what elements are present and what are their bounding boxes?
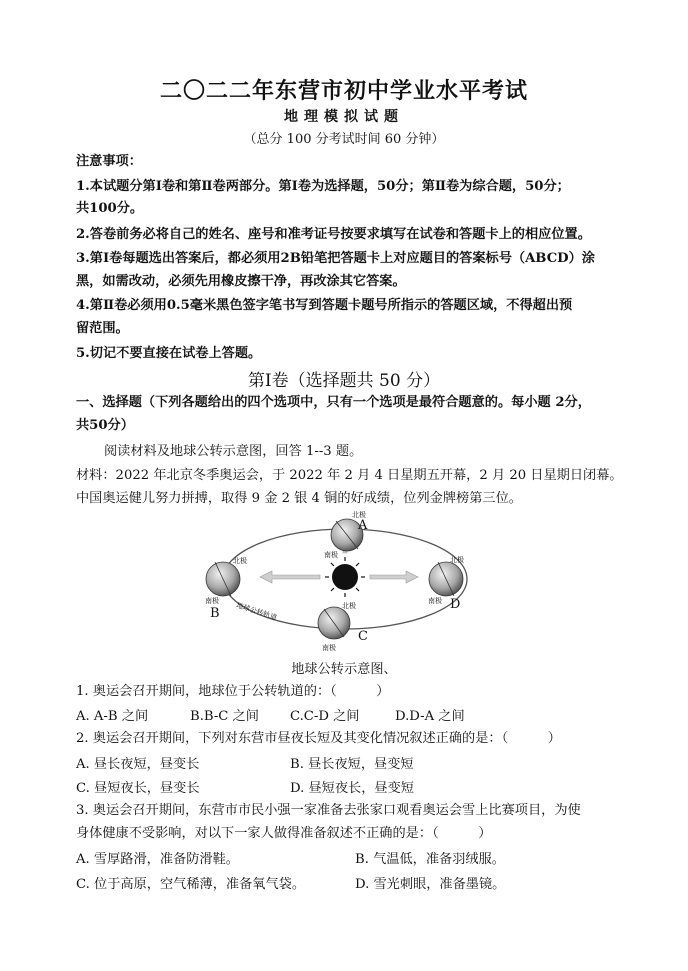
note-line: 黑，如需改动，必须先用橡皮擦干净，再改涂其它答案。 (76, 274, 406, 289)
note-line: 3.第Ⅰ卷每题选出答案后，都必须用2B铅笔把答题卡上对应题目的答案标号（ABCD）涂 (76, 251, 595, 266)
option-b: B. 昼长夜短，昼变短 (290, 757, 414, 772)
option-a: A. 雪厚路滑，准备防滑鞋。 (76, 852, 239, 867)
label-south: 南极 (324, 551, 338, 559)
material-text: 材料：2022 年北京冬季奥运会，于 2022 年 2 月 4 日星期五开幕，2 月 20 日星期日闭幕。 (76, 468, 623, 483)
note-line: 共100分。 (76, 201, 144, 216)
sun-icon (325, 557, 365, 597)
option-d: D. 雪光刺眼，准备墨镜。 (355, 877, 506, 892)
note-line: 1.本试题分第Ⅰ卷和第Ⅱ卷两部分。第Ⅰ卷为选择题，50分；第Ⅱ卷为综合题，50分； (76, 179, 570, 194)
page-subtitle: 地理模拟试题 (284, 109, 404, 125)
label-north: 北极 (233, 557, 247, 565)
note-line: 5.切记不要直接在试卷上答题。 (76, 346, 262, 361)
option-a: A. 昼长夜短，昼变长 (76, 757, 200, 772)
question-stem: 1. 奥运会召开期间，地球位于公转轨道的：（ ） (76, 684, 390, 699)
page-title: 二〇二二年东营市初中学业水平考试 (159, 78, 528, 104)
earth-c-icon (318, 607, 350, 639)
note-line: 4.第Ⅱ卷必须用0.5毫米黑色签字笔书写到答题卡题号所指示的答题区域，不得超出预 (76, 298, 573, 313)
section-intro: 一、选择题（下列各题给出的四个选项中，只有一个选项是最符合题意的。每小题 2分， (76, 395, 591, 410)
figure-caption: 地球公转示意图、 (291, 662, 397, 677)
label-south: 南极 (322, 644, 336, 652)
material-prompt: 阅读材料及地球公转示意图，回答 1--3 题。 (104, 444, 363, 459)
label-south: 南极 (428, 597, 442, 605)
question-stem: 身体健康不受影响，对以下一家人做得准备叙述不正确的是：（ ） (76, 826, 492, 841)
label-north: 北极 (352, 511, 366, 519)
note-line: 2.答卷前务必将自己的姓名、座号和准考证号按要求填写在试卷和答题卡上的相应位置。 (76, 227, 591, 242)
option-a: A. A-B 之间 (76, 709, 149, 724)
section-title: 第Ⅰ卷（选择题共 50 分） (247, 371, 441, 391)
question-stem: 3. 奥运会召开期间，东营市市民小强一家准备去张家口观看奥运会雪上比赛项目，为使 (76, 803, 581, 818)
option-c: C.C-D 之间 (290, 709, 360, 724)
option-b: B.B-C 之间 (190, 709, 259, 724)
earth-d-icon (429, 562, 463, 596)
label-a: A (358, 518, 368, 533)
label-c: C (358, 629, 368, 644)
note-line: 留范围。 (76, 321, 129, 336)
material-text: 中国奥运健儿努力拼搏，取得 9 金 2 银 4 铜的好成绩，位列金牌榜第三位。 (76, 491, 522, 506)
label-d: D (450, 597, 461, 612)
label-south: 南极 (205, 597, 219, 605)
option-c: C. 位于高原，空气稀薄，准备氧气袋。 (76, 877, 306, 892)
option-d: D. 昼短夜长，昼变短 (290, 781, 414, 796)
label-north: 北极 (342, 602, 356, 610)
exam-info: （总分 100 分考试时间 60 分钟） (243, 132, 445, 147)
orbit-label: 地球公转轨道 (235, 601, 278, 622)
earth-b-icon (206, 562, 240, 596)
question-stem: 2. 奥运会召开期间，下列对东营市昼夜长短及其变化情况叙述正确的是：（ ） (76, 731, 561, 746)
option-d: D.D-A 之间 (395, 709, 465, 724)
option-b: B. 气温低，准备羽绒服。 (355, 852, 505, 867)
label-north: 北极 (450, 556, 464, 564)
option-c: C. 昼短夜长，昼变长 (76, 781, 200, 796)
label-b: B (210, 606, 220, 621)
notes-heading: 注意事项： (76, 154, 142, 169)
section-intro: 共50分） (76, 418, 134, 433)
earth-revolution-diagram (200, 505, 490, 655)
